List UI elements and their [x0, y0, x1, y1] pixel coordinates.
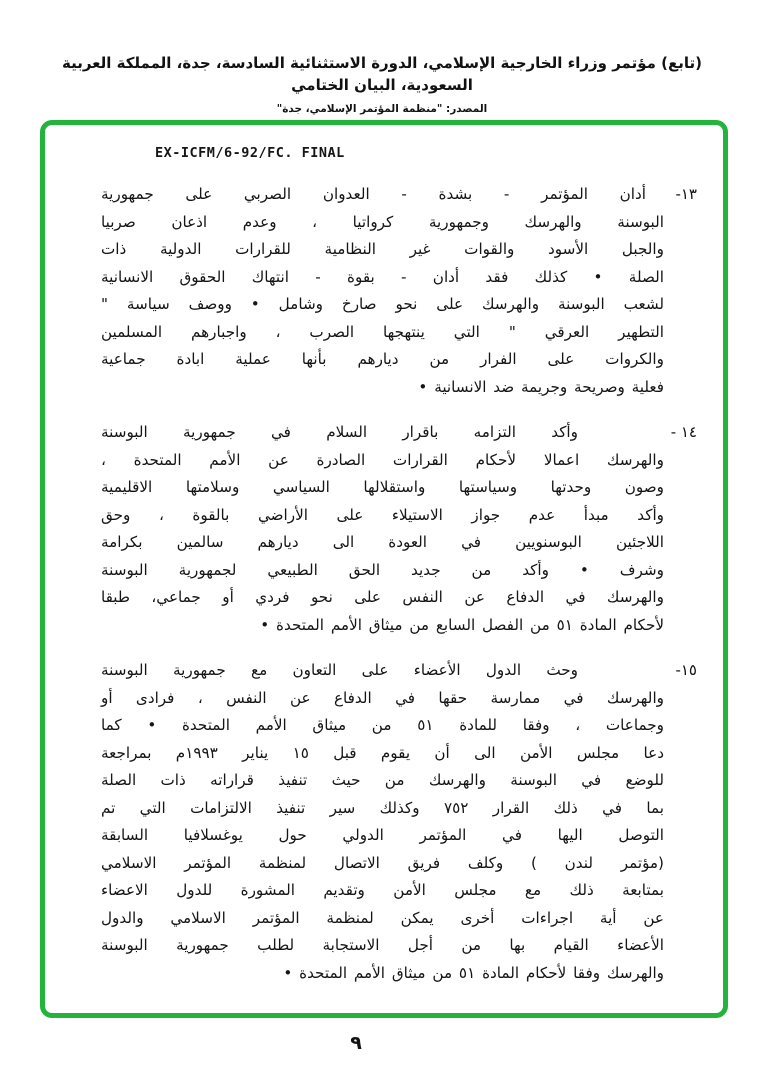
paragraph-body: [101, 181, 664, 401]
text-line: والجبل الأسود والقوات غير النظامية للقرارات الدولية ذات: [101, 240, 664, 258]
text-line: وصون وحدتها وسياستها واستقلالها السياسي وسلامتها الاقليمية: [101, 478, 664, 496]
paragraph-14: [101, 419, 697, 639]
text-line: الصلة • كذلك فقد أدان - بقوة - انتهاك الحقوق الانسانية: [101, 267, 664, 286]
text-line: وشرف • وأكد من جديد الحق الطبيعي لجمهورية البوسنة: [101, 560, 664, 579]
paragraph-15: [101, 657, 697, 987]
paragraph-body: [101, 419, 664, 639]
text-line: الأعضاء القيام بها من أجل الاستجابة لطلب جمهورية البوسنة: [101, 936, 664, 954]
document-title: (تابع) مؤتمر وزراء الخارجية الإسلامي، الدورة الاستثنائية السادسة، جدة، المملكة العربية السعودية، البيان الختامي: [61, 54, 703, 94]
text-line: وحث الدول الأعضاء على التعاون مع جمهورية البوسنة: [101, 661, 578, 679]
text-line: والكروات على الفرار من ديارهم بأنها عملية ابادة جماعية: [101, 350, 664, 368]
text-line: وأكد التزامه باقرار السلام في جمهورية البوسنة: [101, 423, 578, 441]
text-line: والهرسك اعمالا لأحكام القرارات الصادرة عن الأمم المتحدة ،: [101, 450, 664, 469]
text-line: وجماعات ، وفقا للمادة ٥١ من ميثاق الأمم المتحدة • كما: [101, 716, 664, 734]
text-line: والهرسك في الدفاع عن النفس على نحو فردي أو جماعي، طبقا: [101, 588, 664, 606]
text-line: والهرسك وفقا لأحكام المادة ٥١ من ميثاق الأمم المتحدة •: [283, 963, 664, 982]
page-header: [0, 52, 764, 115]
text-line: دعا مجلس الأمن الى أن يقوم قبل ١٥ يناير ١٩٩٣م بمراجعة: [101, 743, 664, 762]
text-line: بما في ذلك القرار ٧٥٢ وكذلك سير تنفيذ الالتزامات التي تم: [101, 798, 664, 817]
text-line: بمتابعة ذلك مع مجلس الأمن وتقديم المشورة للدول الاعضاء: [101, 881, 664, 899]
reference-code: EX-ICFM/6-92/FC. FINAL: [155, 145, 345, 161]
text-line: للوضع في البوسنة والهرسك من حيث تنفيذ قراراته ذات الصلة: [101, 771, 664, 789]
paragraph-number: ١٤ -: [670, 423, 697, 441]
text-line: التوصل اليها في المؤتمر الدولي حول يوغسلافيا السابقة: [101, 826, 664, 844]
text-line: وأكد مبدأ عدم جواز الاستيلاء على الأراضي بالقوة ، وحق: [101, 505, 664, 524]
text-line: البوسنة والهرسك وجمهورية كرواتيا ، وعدم اذعان صربيا: [101, 212, 664, 231]
text-line: أدان المؤتمر - بشدة - العدوان الصربي على جمهورية: [101, 185, 646, 203]
text-line: والهرسك في ممارسة حقها في الدفاع عن النفس ، فرادى أو: [101, 688, 664, 707]
text-line: لشعب البوسنة والهرسك على نحو صارخ وشامل • ووصف سياسة ": [101, 295, 664, 313]
paragraph-13: [101, 181, 697, 401]
text-line: (مؤتمر لندن ) وكلف فريق الاتصال لمنظمة المؤتمر الاسلامي: [101, 853, 664, 872]
text-line: عن أية اجراءات أخرى يمكن لمنظمة المؤتمر الاسلامي والدول: [101, 908, 664, 927]
paragraph-body: [101, 657, 664, 987]
page-number: ٩: [350, 1032, 362, 1054]
text-line: فعلية وصريحة وجريمة ضد الانسانية •: [418, 377, 664, 396]
document-frame: [40, 120, 728, 1018]
paragraph-number: ١٥-: [675, 661, 697, 679]
text-line: التطهير العرقي " التي ينتهجها الصرب ، واجبارهم المسلمين: [101, 322, 664, 341]
paragraph-number: ١٣-: [675, 185, 697, 203]
document-source: المصدر: "منظمة المؤتمر الإسلامي، جدة": [276, 103, 488, 115]
text-line: لأحكام المادة ٥١ من الفصل السابع من ميثاق الأمم المتحدة •: [260, 615, 664, 634]
text-line: اللاجئين البوسنويين في العودة الى ديارهم سالمين بكرامة: [101, 533, 664, 551]
